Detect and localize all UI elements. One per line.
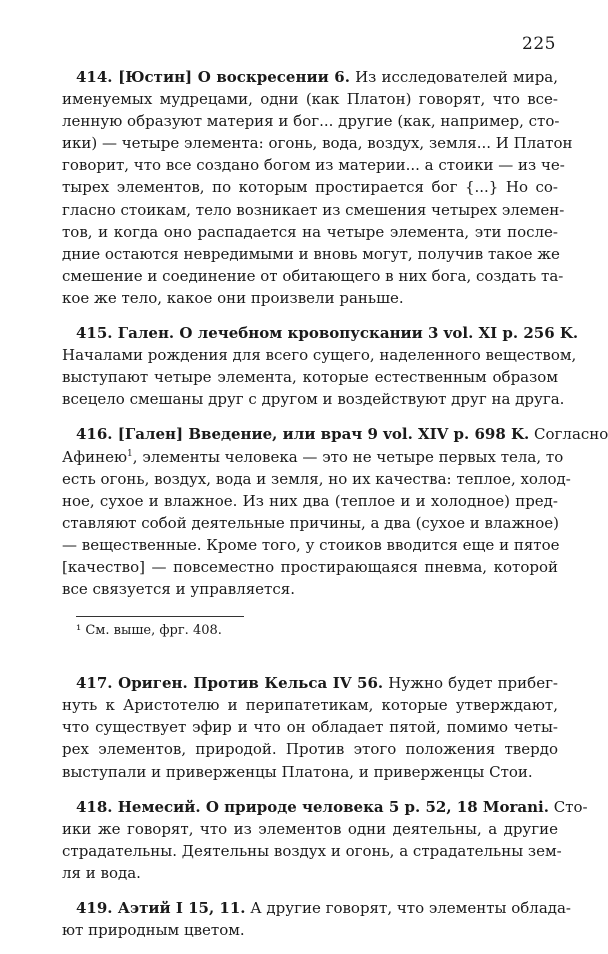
fragment-414-line: дние остаются невредимыми и вновь могут, получив такое же xyxy=(62,244,560,263)
fragment-416-line: ставляют собой деятельные причины, а два (сухое и влажное) xyxy=(62,513,560,532)
fragment-414-line: гласно стоикам, тело возникает из смешения четырех элемен- xyxy=(62,200,565,219)
fragment-417-line: нуть к Аристотелю и перипатетикам, которые утверждают, xyxy=(62,696,558,715)
fragment-416 xyxy=(62,423,608,600)
fragment-414-line: тырех элементов, по которым простирается бог {...} Но со- xyxy=(62,178,558,197)
fragment-414-line: именуемых мудрецами, одни (как Платон) говорят, что все- xyxy=(62,90,558,109)
fragment-414-heading: 414. [Юстин] О воскресении 6. xyxy=(76,68,350,86)
fragment-417-line: 417. Ориген. Против Кельса IV 56. Нужно будет прибег- xyxy=(76,674,558,693)
fragment-414-line: говорит, что все создано богом из материи... а стоики — из че- xyxy=(62,156,565,175)
fragment-415-line: всецело смешаны друг с другом и воздействуют друг на друга. xyxy=(62,390,565,409)
fragment-414-line: ленную образуют материя и бог... другие (как, например, сто- xyxy=(62,112,560,131)
fragment-416-line: Афинею$^1$, элементы человека — это не четыре первых тела, то xyxy=(62,447,564,466)
fragment-418-line: страдательны. Деятельны воздух и огонь, а страдательны зем- xyxy=(62,841,562,860)
fragment-417-heading: 417. Ориген. Против Кельса IV 56. xyxy=(76,674,384,693)
fragment-414-line: тов, и когда оно распадается на четыре элемента, эти после- xyxy=(62,222,558,241)
fragment-417-line: рех элементов, природой. Против этого положения твердо xyxy=(62,740,558,759)
fragment-414 xyxy=(62,66,573,309)
fragment-416-line: ное, сухое и влажное. Из них два (теплое и и холодное) пред- xyxy=(62,491,558,510)
fragment-415 xyxy=(62,322,579,410)
fragment-418-heading: 418. Немесий. О природе человека 5 p. 52, 18 Morani. xyxy=(76,797,549,816)
fragment-418-line: 418. Немесий. О природе человека 5 p. 52, 18 Morani. Сто- xyxy=(76,797,588,816)
footnote-marker: 1 xyxy=(127,448,133,459)
page-content xyxy=(62,66,608,954)
fragment-418 xyxy=(62,796,588,884)
fragment-417 xyxy=(62,672,558,782)
footnote-divider xyxy=(76,616,244,617)
fragment-414-line: ики) — четыре элемента: огонь, вода, воздух, земля... И Платон xyxy=(62,134,573,153)
fragment-419-line: ют природным цветом. xyxy=(62,921,245,940)
fragment-416-heading: 416. [Гален] Введение, или врач 9 vol. XIV p. 698 K. xyxy=(76,425,530,444)
fragment-414-line: 414. [Юстин] О воскресении 6. Из исследователей мира, xyxy=(76,68,559,86)
fragment-415-heading: 415. Гален. О лечебном кровопускании 3 vol. XI p. 256 K. xyxy=(76,324,579,343)
fragment-416-line: есть огонь, воздух, вода и земля, но их качества: теплое, холод- xyxy=(62,469,571,488)
fragment-418-line: ики же говорят, что из элементов одни деятельны, а другие xyxy=(62,819,558,838)
fragment-416-line: [качество] — повсеместно простирающаяся пневма, которой xyxy=(62,557,558,576)
fragment-416-line: 416. [Гален] Введение, или врач 9 vol. XIV p. 698 K. Согласно xyxy=(76,425,608,444)
fragment-415-line: выступают четыре элемента, которые естественным образом xyxy=(62,368,558,387)
fragment-416-line: все связуется и управляется. xyxy=(62,580,295,599)
fragment-414-line: кое же тело, какое они произвели раньше. xyxy=(62,288,404,307)
fragment-417-line: что существует эфир и что он обладает пятой, помимо четы- xyxy=(62,718,558,737)
fragment-419-line: 419. Аэтий I 15, 11. А другие говорят, что элементы облада- xyxy=(76,899,572,917)
fragment-418-line: ля и вода. xyxy=(62,863,141,882)
fragment-417-line: выступали и приверженцы Платона, и приверженцы Стои. xyxy=(62,762,533,781)
page-number: 225 xyxy=(522,34,556,54)
fragment-419-heading: 419. Аэтий I 15, 11. xyxy=(76,899,246,917)
footnote: ¹ См. выше, фрг. 408. xyxy=(76,623,222,639)
fragment-415-line: Началами рождения для всего сущего, наделенного веществом, xyxy=(62,346,577,365)
fragment-419 xyxy=(62,897,572,941)
fragment-414-line: смешение и соединение от обитающего в них бога, создать та- xyxy=(62,266,564,285)
fragment-416-line: — вещественные. Кроме того, у стоиков вводится еще и пятое xyxy=(62,535,560,554)
